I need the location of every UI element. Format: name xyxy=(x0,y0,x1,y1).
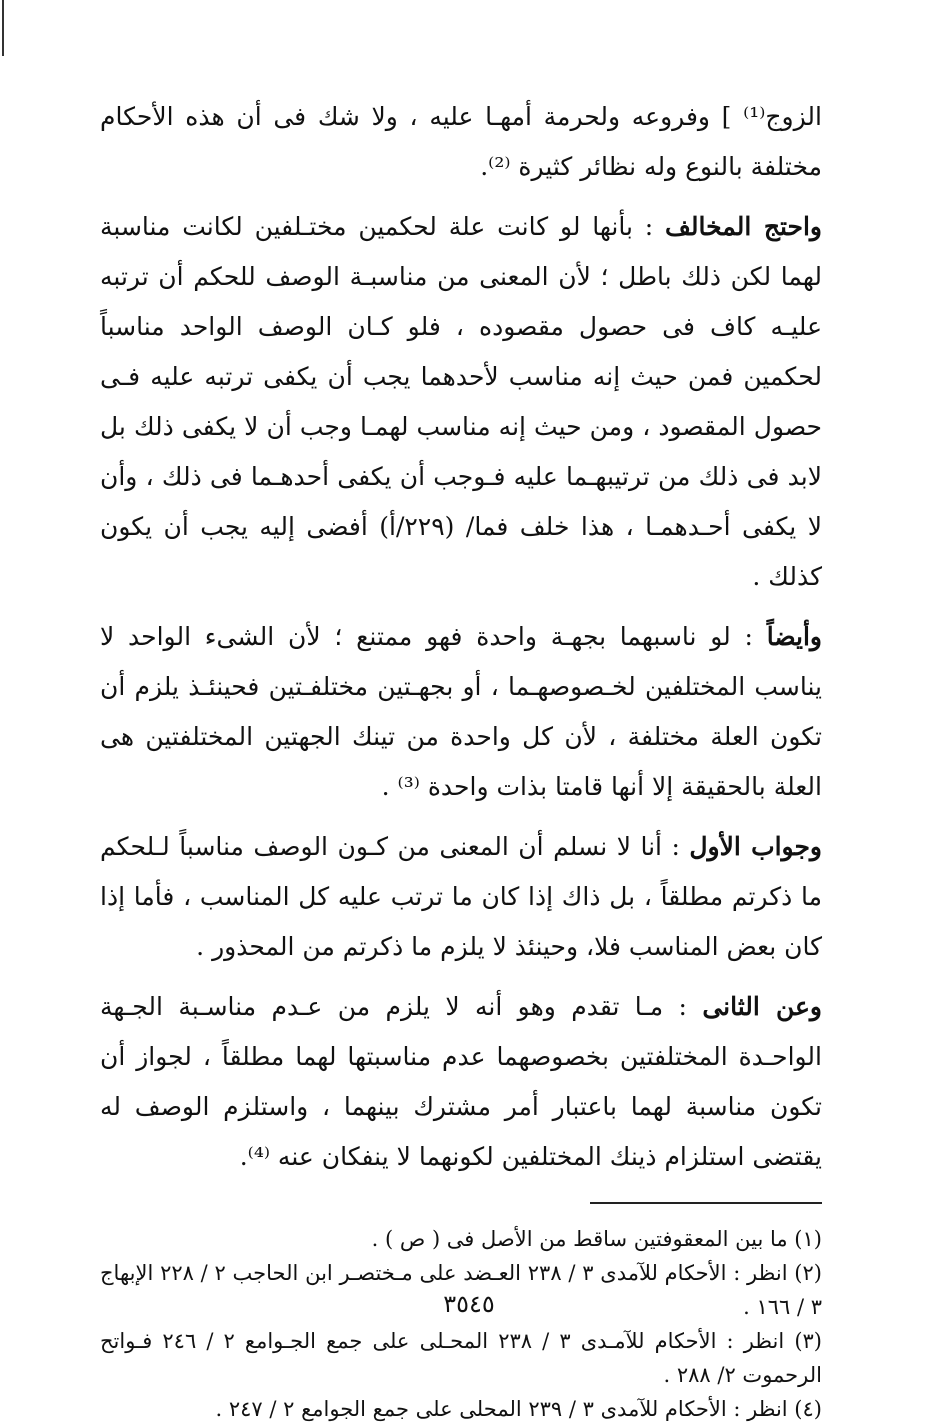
paragraph-2: واحتج المخالف : بأنها لو كانت علة لحكمين مختـلفين لكانت مناسبة لهما لكن ذلك باطل ؛ لأن المعنى من مناسبـة الوصف للحكم أن ترتبه عليـه كاف فى حصول مقصوده ، فلو كـان الوصف الواحد مناسباً لحكمين فمن حيث إنه مناسب لأحدهما يجب أن يكفى ترتبه عليه فـى حصول المقصود ، ومن حيث إنه مناسب لهمـا وجب أن لا يكفى ذلك بل لابد فى ذلك من ترتيبهـما عليه فـوجب أن يكفى أحدهـما فى ذلك ، وأن لا يكفى أحـدهمـا ، هذا خلف فما/ (٢٢٩/أ) أفضى إليه يجب أن يكون كذلك . xyxy=(100,212,823,591)
footnote-4: (٤) انظر : الأحكام للآمدى ٣ / ٢٣٩ المحلى على جمع الجوامع ٢ / ٢٤٧ . xyxy=(215,1397,822,1421)
document-page xyxy=(100,92,822,1426)
paragraph-heading: وعن الثانى xyxy=(702,992,823,1021)
page-number: ٣٥٤٥ xyxy=(443,1290,495,1318)
paragraph-5: وعن الثانى : مـا تقدم وهو أنه لا يلزم من عـدم مناسـبة الجـهة الواحـدة المختلفتين بخصوصهما عدم مناسبتها لهما مطلقاً ، لجواز أن تكون مناسبة لهما باعتبار أمر مشترك بينهما ، واستلزم الوصف له يقتضى استلزام ذينك المختلفين لكونهما لا ينفكان عنه ⁽⁴⁾. xyxy=(100,992,823,1171)
paragraph-4: وجواب الأول : أنا لا نسلم أن المعنى من كـون الوصف مناسباً لـلحكم ما ذكرتم مطلقاً ، بل ذاك إذا كان ما ترتب عليه كل المناسب ، فأما إذا كان بعض المناسب فلا، وحينئذ لا يلزم ما ذكرتم من المحذور . xyxy=(100,832,822,961)
footnote-2: (٢) انظر : الأحكام للآمدى ٣ / ٢٣٨ العـضد على مـختصـر ابن الحاجب ٢ / ٢٢٨ الإبهاج ٣ / ١٦٦ . xyxy=(100,1261,822,1319)
footnotes xyxy=(100,1222,822,1426)
scan-edge-mark xyxy=(2,0,4,56)
paragraph-heading: وجواب الأول xyxy=(689,832,822,861)
footnote-divider xyxy=(590,1202,822,1204)
footnote-1: (١) ما بين المعقوفتين ساقط من الأصل فى ( ص ) . xyxy=(371,1227,822,1251)
paragraph-heading: واحتج المخالف xyxy=(665,212,823,241)
paragraph-3: وأيضاً : لو ناسبهما بجهـة واحدة فهو ممتنع ؛ لأن الشىء الواحد لا يناسب المختلفين لخـصوصهـما ، أو بجهـتين مختلفـتين فحينئـذ يلزم أن تكون العلة مختلفة ، لأن كل واحدة من تينك الجهتين المختلفتين هى العلة بالحقيقة إلا أنها قامتا بذات واحدة ⁽³⁾ . xyxy=(100,622,822,801)
footnote-3: (٣) انظر : الأحكام للآمـدى ٣ / ٢٣٨ المحـلى على جمع الجـوامع ٢ / ٢٤٦ فـواتح الرحموت ٢/ ٢٨٨ . xyxy=(100,1329,822,1387)
main-text xyxy=(100,92,822,1182)
paragraph-1: الزوج⁽¹⁾ ] وفروعه ولحرمة أمهـا عليه ، ولا شك فى أن هذه الأحكام مختلفة بالنوع وله نظائر كثيرة ⁽²⁾. xyxy=(100,102,822,181)
paragraph-heading: وأيضاً xyxy=(766,622,822,651)
